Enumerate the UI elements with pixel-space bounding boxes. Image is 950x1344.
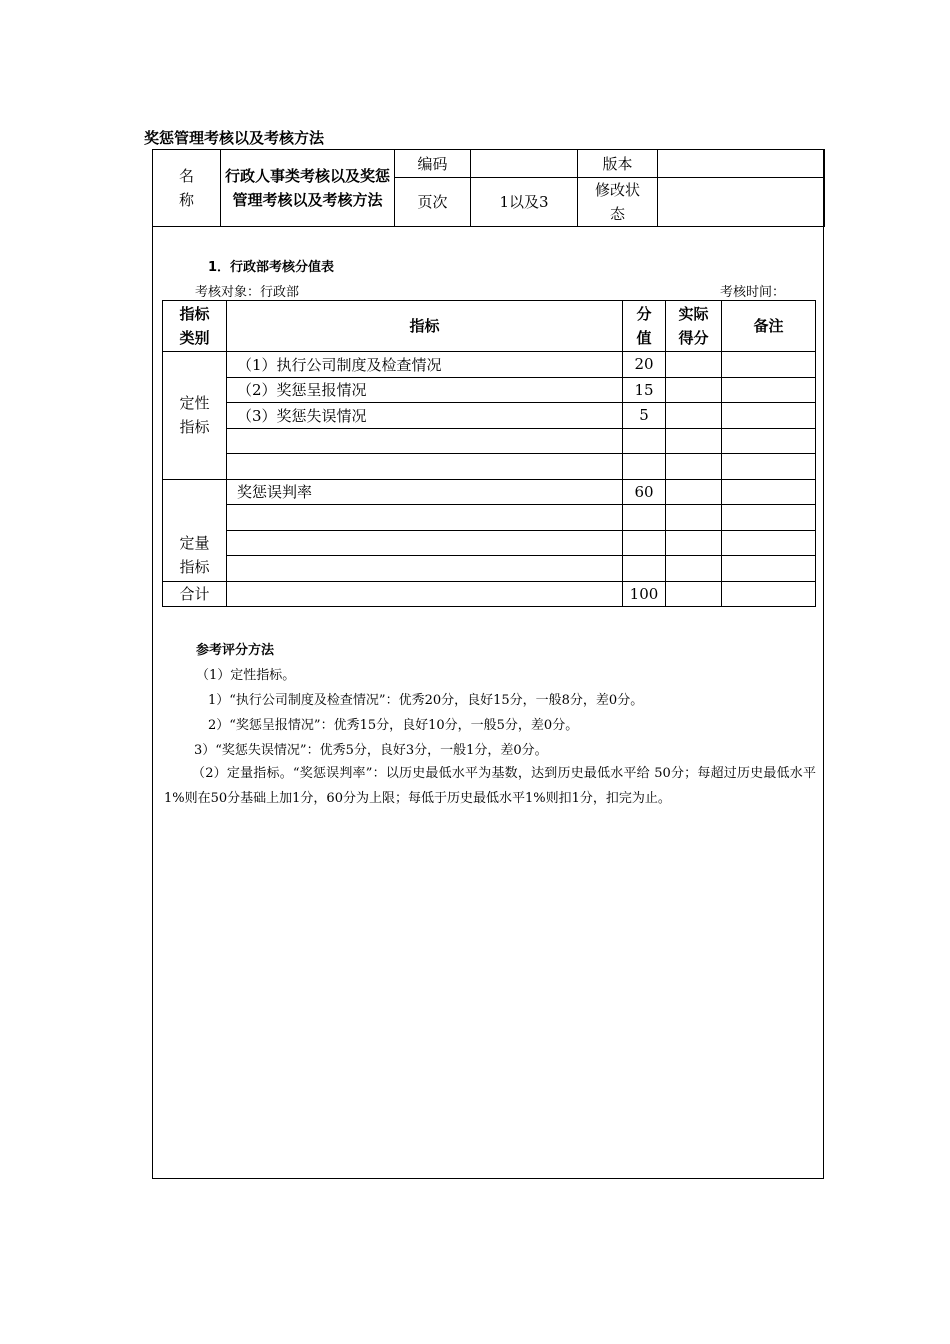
section-title: 1．行政部考核分值表 xyxy=(208,260,335,275)
indicator-cell: （1）执行公司制度及检查情况 xyxy=(227,352,623,378)
remarks-cell xyxy=(722,377,816,403)
remarks-cell xyxy=(722,403,816,429)
total-label: 合计 xyxy=(163,581,227,607)
remarks-cell xyxy=(722,479,816,505)
actual-cell xyxy=(666,454,722,480)
score-cell: 5 xyxy=(623,403,666,429)
page-value: 1以及3 xyxy=(471,178,578,227)
header-indicator: 指标 xyxy=(227,301,623,352)
version-value xyxy=(658,150,825,178)
indicator-cell: 奖惩误判率 xyxy=(227,479,623,505)
method-line-1: 1）“执行公司制度及检查情况”：优秀20分，良好15分，一般8分，差0分。 xyxy=(208,693,644,708)
score-cell xyxy=(623,428,666,454)
table-row xyxy=(163,377,816,403)
page-label: 页次 xyxy=(395,178,471,227)
table-row xyxy=(163,428,816,454)
score-cell xyxy=(623,454,666,480)
header-remarks: 备注 xyxy=(722,301,816,352)
table-row xyxy=(163,505,816,531)
indicator-cell xyxy=(227,505,623,531)
score-cell: 20 xyxy=(623,352,666,378)
indicator-cell xyxy=(227,556,623,582)
table-row xyxy=(163,479,816,505)
remarks-cell xyxy=(722,454,816,480)
score-cell: 15 xyxy=(623,377,666,403)
method-line-qualitative: （1）定性指标。 xyxy=(196,668,296,683)
method-quantitative-paragraph: （2）定量指标。“奖惩误判率”：以历史最低水平为基数，达到历史最低水平给 50分；每超过历史最低水平1%则在50分基础上加1分，60分为上限；每低于历史最低水平1%则扣1分，扣完为止。 xyxy=(164,766,816,806)
code-label: 编码 xyxy=(395,150,471,178)
actual-cell xyxy=(666,530,722,556)
category-quantitative: 定量 指标 xyxy=(163,479,227,581)
score-cell xyxy=(623,530,666,556)
method-line-3: 3）“奖惩失误情况”：优秀5分，良好3分，一般1分，差0分。 xyxy=(194,743,548,758)
indicator-cell xyxy=(227,454,623,480)
version-label: 版本 xyxy=(578,150,658,178)
score-cell: 60 xyxy=(623,479,666,505)
table-row xyxy=(163,454,816,480)
total-indicator-cell xyxy=(227,581,623,607)
actual-cell xyxy=(666,377,722,403)
assessment-time: 考核时间： xyxy=(720,285,786,300)
header-score: 分 值 xyxy=(623,301,666,352)
remarks-cell xyxy=(722,352,816,378)
total-actual-cell xyxy=(666,581,722,607)
document-title: 奖惩管理考核以及考核方法 xyxy=(144,129,325,147)
remarks-cell xyxy=(722,530,816,556)
code-value xyxy=(471,150,578,178)
method-line-2: 2）“奖惩呈报情况”：优秀15分，良好10分，一般5分，差0分。 xyxy=(208,718,579,733)
category-qualitative: 定性 指标 xyxy=(163,352,227,480)
score-table-header xyxy=(163,301,816,352)
score-table xyxy=(162,300,816,607)
indicator-cell: （2）奖惩呈报情况 xyxy=(227,377,623,403)
actual-cell xyxy=(666,505,722,531)
table-row xyxy=(163,530,816,556)
remarks-cell xyxy=(722,556,816,582)
actual-cell xyxy=(666,428,722,454)
revision-value xyxy=(658,178,825,227)
header-table xyxy=(152,149,825,227)
indicator-cell xyxy=(227,428,623,454)
table-row xyxy=(163,352,816,378)
indicator-cell: （3）奖惩失误情况 xyxy=(227,403,623,429)
header-actual: 实际 得分 xyxy=(666,301,722,352)
actual-cell xyxy=(666,403,722,429)
remarks-cell xyxy=(722,505,816,531)
table-row xyxy=(163,556,816,582)
total-score: 100 xyxy=(623,581,666,607)
score-cell xyxy=(623,556,666,582)
header-category: 指标 类别 xyxy=(163,301,227,352)
score-cell xyxy=(623,505,666,531)
name-value: 行政人事类考核以及奖惩管理考核以及考核方法 xyxy=(221,150,395,227)
actual-cell xyxy=(666,479,722,505)
actual-cell xyxy=(666,352,722,378)
revision-label: 修改状 态 xyxy=(578,178,658,227)
actual-cell xyxy=(666,556,722,582)
table-row xyxy=(163,403,816,429)
remarks-cell xyxy=(722,428,816,454)
total-remarks-cell xyxy=(722,581,816,607)
method-title: 参考评分方法 xyxy=(196,643,275,658)
name-label: 名 称 xyxy=(153,150,221,227)
total-row xyxy=(163,581,816,607)
assessment-target: 考核对象：行政部 xyxy=(195,285,300,300)
indicator-cell xyxy=(227,530,623,556)
